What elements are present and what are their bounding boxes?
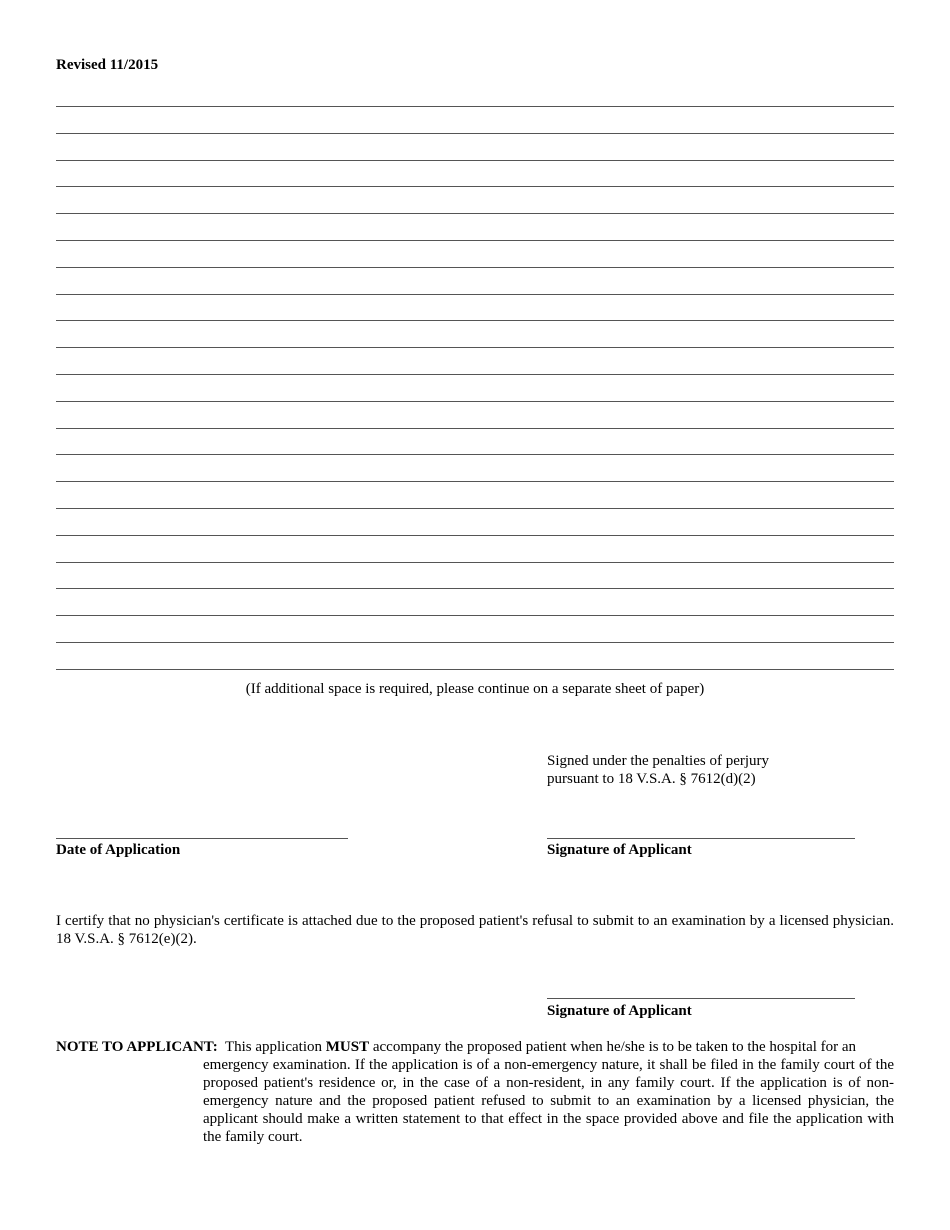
writing-line[interactable] xyxy=(56,186,894,187)
writing-line[interactable] xyxy=(56,160,894,161)
writing-line[interactable] xyxy=(56,267,894,268)
writing-line[interactable] xyxy=(56,481,894,482)
writing-line[interactable] xyxy=(56,428,894,429)
attestation-line-2: pursuant to 18 V.S.A. § 7612(d)(2) xyxy=(547,771,756,787)
attestation-line-1: Signed under the penalties of perjury xyxy=(547,753,770,769)
note-first-line-rest: accompany the proposed patient when he/she is to be taken to the hospital for an xyxy=(372,1039,857,1055)
writing-line[interactable] xyxy=(56,642,894,643)
writing-line[interactable] xyxy=(56,294,894,295)
note-first-line xyxy=(56,1038,894,1056)
physician-certification-statement: I certify that no physician's certificate is attached due to the proposed patient's refusal to submit to an examination by a licensed physician. 18 V.S.A. § 7612(e)(2). xyxy=(56,913,894,947)
note-emphasis: MUST xyxy=(325,1039,370,1055)
date-of-application-label: Date of Application xyxy=(56,842,181,858)
applicant-signature-label: Signature of Applicant xyxy=(547,842,692,858)
writing-line[interactable] xyxy=(56,454,894,455)
date-of-application-line[interactable] xyxy=(56,838,348,839)
writing-line[interactable] xyxy=(56,508,894,509)
note-label: NOTE TO APPLICANT: xyxy=(56,1039,218,1055)
note-intro: This application xyxy=(224,1039,322,1055)
writing-line[interactable] xyxy=(56,669,894,670)
applicant-signature-line[interactable] xyxy=(547,838,855,839)
writing-line[interactable] xyxy=(56,615,894,616)
writing-line[interactable] xyxy=(56,588,894,589)
continuation-note: (If additional space is required, please continue on a separate sheet of paper) xyxy=(245,681,705,697)
writing-line[interactable] xyxy=(56,401,894,402)
writing-line[interactable] xyxy=(56,213,894,214)
writing-line[interactable] xyxy=(56,106,894,107)
revision-label: Revised 11/2015 xyxy=(56,57,159,73)
writing-line[interactable] xyxy=(56,320,894,321)
writing-line[interactable] xyxy=(56,562,894,563)
writing-line[interactable] xyxy=(56,374,894,375)
writing-line[interactable] xyxy=(56,133,894,134)
writing-line[interactable] xyxy=(56,347,894,348)
certification-signature-label: Signature of Applicant xyxy=(547,1003,692,1019)
note-body: emergency examination. If the application is of a non-emergency nature, it shall be filed in the family court of the proposed patient's residence or, in the case of a non-resident, in any family court. If the application is of non-emergency nature and the proposed patient refused to submit to an examination by a licensed physician, the applicant should make a written statement to that effect in the space provided above and file the application with the family court. xyxy=(203,1057,894,1145)
certification-signature-line[interactable] xyxy=(547,998,855,999)
note-to-applicant xyxy=(56,1038,894,1146)
writing-line[interactable] xyxy=(56,535,894,536)
writing-line[interactable] xyxy=(56,240,894,241)
perjury-attestation xyxy=(547,752,769,788)
